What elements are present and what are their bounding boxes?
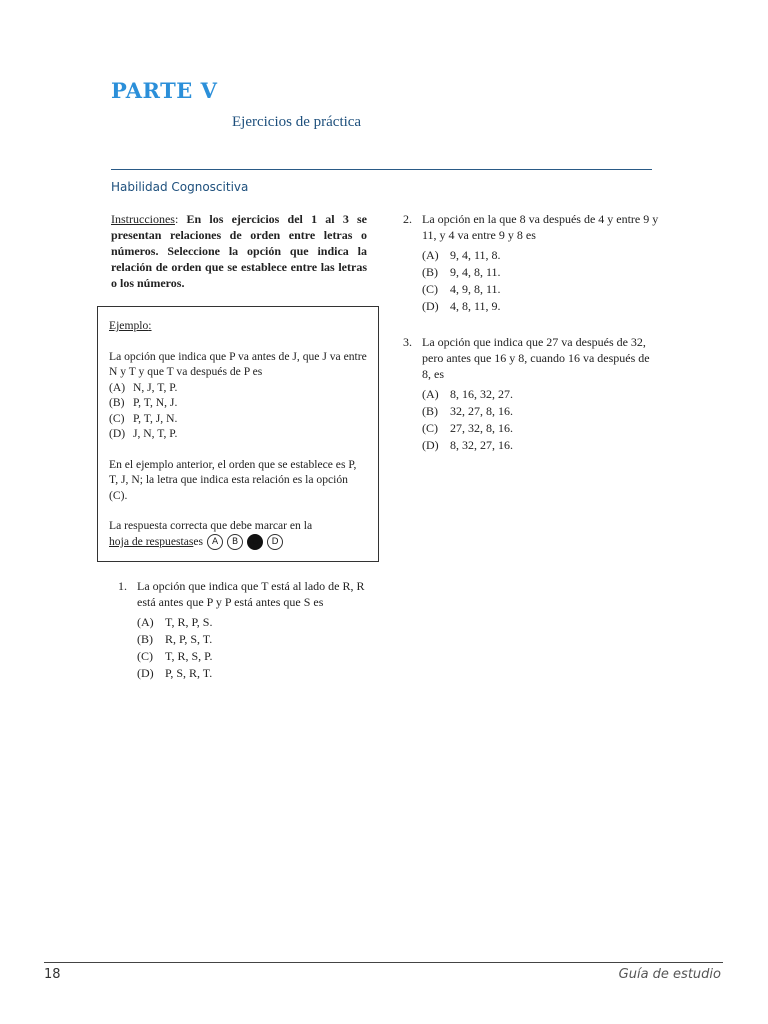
option-d: (D) 4, 8, 11, 9.: [422, 299, 501, 313]
question-number: 3.: [403, 335, 412, 349]
option-c: (C) 27, 32, 8, 16.: [422, 421, 513, 435]
example-label: Ejemplo:: [109, 319, 152, 332]
option-c: (C) T, R, S, P.: [137, 649, 213, 663]
answer-bubble-d: D: [267, 534, 283, 550]
part-title: PARTE V: [111, 78, 218, 103]
example-option-d: (D) J, N, T, P.: [109, 427, 178, 440]
header-divider: [111, 169, 652, 170]
example-question: La opción que indica que P va antes de J, que J va entre N y T y que T va después de P es: [109, 349, 367, 378]
question-options: [422, 386, 659, 454]
option-a: (A) 8, 16, 32, 27.: [422, 387, 513, 401]
example-option-c: (C) P, T, J, N.: [109, 411, 178, 425]
answer-instruction: La respuesta correcta que debe marcar en la: [109, 519, 313, 532]
example-explanation: En el ejemplo anterior, el orden que se establece es P, T, J, N; la letra que indica esta relación es la opción (C).: [109, 457, 357, 502]
question-options: [137, 614, 374, 682]
answer-bubble-b: B: [227, 534, 243, 550]
question-stem: La opción en la que 8 va después de 4 y entre 9 y 11, y 4 va entre 9 y 8 es: [422, 212, 659, 242]
answer-bubble-a: A: [207, 534, 223, 550]
footer-title: Guía de estudio: [618, 967, 721, 982]
question-1: [118, 578, 374, 682]
section-heading: Habilidad Cognoscitiva: [111, 180, 249, 194]
answer-bubble-c-filled: C: [247, 534, 263, 550]
option-c: (C) 4, 9, 8, 11.: [422, 282, 501, 296]
question-2: [403, 211, 659, 315]
answer-line: [109, 534, 368, 550]
option-b: (B) 32, 27, 8, 16.: [422, 404, 513, 418]
instructions-colon: :: [174, 212, 179, 226]
option-a: (A) 9, 4, 11, 8.: [422, 248, 501, 262]
option-d: (D) 8, 32, 27, 16.: [422, 438, 513, 452]
question-number: 2.: [403, 212, 412, 226]
question-stem: La opción que indica que T está al lado de R, R está antes que P y P está antes que S es: [137, 579, 365, 609]
question-options: [422, 247, 659, 315]
example-option-b: (B) P, T, N, J.: [109, 396, 178, 409]
instructions: [111, 211, 367, 291]
answer-sheet-label: hoja de respuestas: [109, 534, 194, 548]
answer-es: es: [193, 534, 204, 548]
option-b: (B) 9, 4, 8, 11.: [422, 265, 501, 279]
instructions-text: En los ejercicios del 1 al 3 se presentan relaciones de orden entre letras o números. Seleccione la opción que indica la relación de orden que se establece entre las letras o los números.: [111, 212, 368, 290]
page-number: 18: [44, 967, 61, 982]
question-3: [403, 334, 659, 454]
instructions-lead: Instrucciones: [111, 212, 175, 226]
example-option-a: (A) N, J, T, P.: [109, 380, 178, 394]
example-options: [109, 380, 368, 442]
page-subtitle: Ejercicios de práctica: [232, 114, 362, 130]
example-box: [97, 306, 379, 562]
option-d: (D) P, S, R, T.: [137, 666, 213, 680]
option-a: (A) T, R, P, S.: [137, 615, 213, 629]
option-b: (B) R, P, S, T.: [137, 632, 213, 646]
question-number: 1.: [118, 579, 127, 593]
footer-divider: [44, 962, 723, 963]
question-stem: La opción que indica que 27 va después de 32, pero antes que 16 y 8, cuando 16 va después de 8, es: [422, 335, 650, 381]
